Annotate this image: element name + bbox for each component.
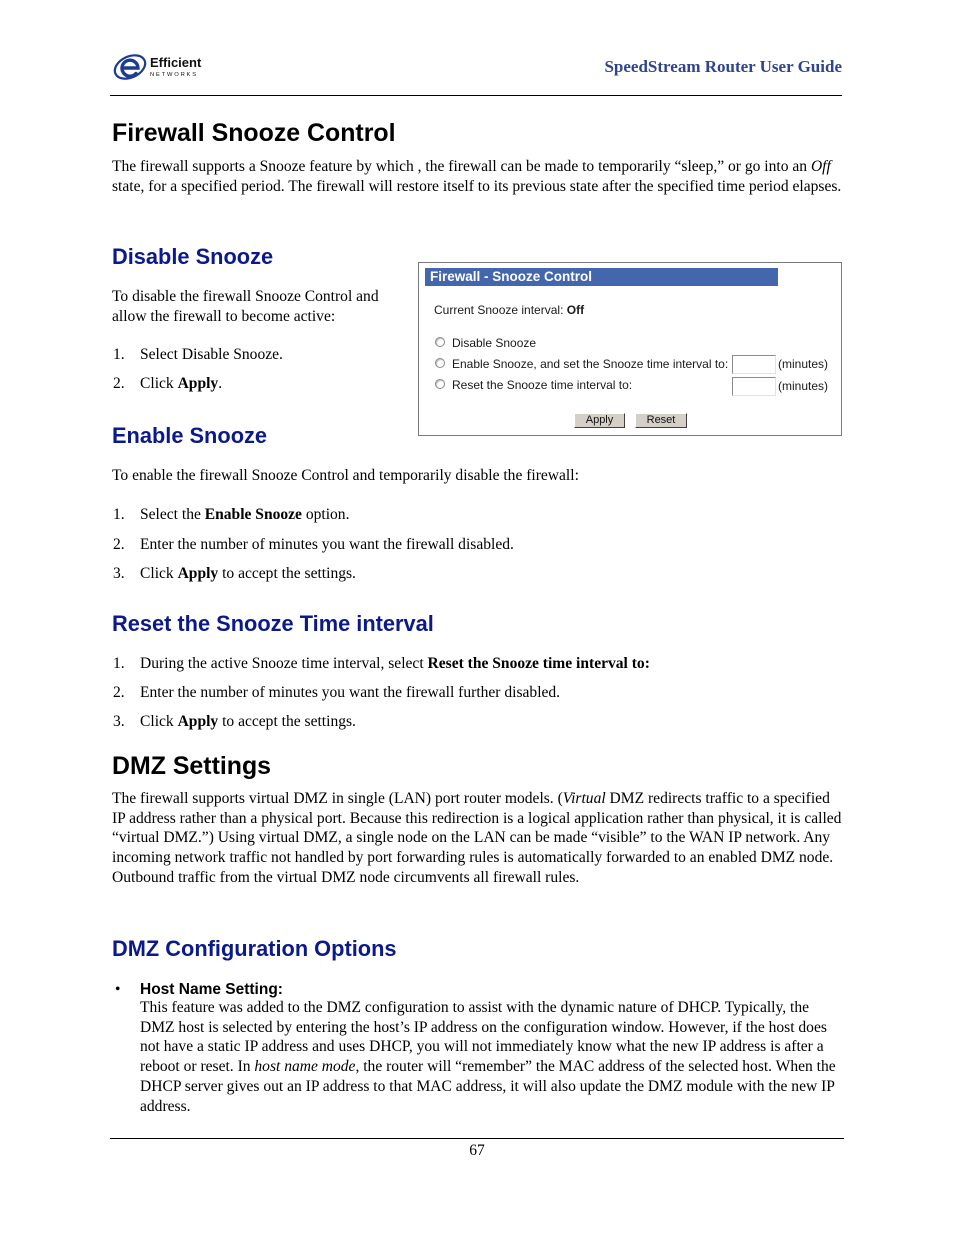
bold-term: Apply <box>177 565 219 582</box>
disable-snooze-intro: To disable the firewall Snooze Control and allow the firewall to become active: <box>112 288 379 325</box>
current-snooze-interval <box>434 303 584 317</box>
logo-sub: NETWORKS <box>150 72 198 78</box>
radio-reset-snooze <box>435 379 445 389</box>
text-segment: Select Disable Snooze. <box>140 346 283 363</box>
section-title-dmz-settings: DMZ Settings <box>112 752 272 780</box>
list-item <box>113 712 842 732</box>
text-segment: Click <box>140 713 178 730</box>
logo-name: Efficient <box>150 55 202 70</box>
radio-enable-snooze <box>435 358 445 368</box>
list-item <box>113 654 842 674</box>
step-text <box>140 535 842 555</box>
current-interval-label: Current Snooze interval: <box>434 303 567 317</box>
step-number: 2. <box>113 536 125 553</box>
list-item <box>113 535 842 555</box>
enable-interval-input <box>732 355 776 374</box>
step-number: 1. <box>113 506 125 523</box>
step-text <box>140 564 842 584</box>
subsection-title-disable-snooze: Disable Snooze <box>112 244 274 269</box>
option-label-reset-snooze: Reset the Snooze time interval to: <box>452 378 633 392</box>
bullet-marker: • <box>115 981 121 998</box>
text-segment: to accept the settings. <box>218 565 356 582</box>
firewall-snooze-intro <box>112 157 844 196</box>
reset-button: Reset <box>635 413 687 428</box>
text-segment: option. <box>301 506 350 523</box>
step-number: 1. <box>113 346 125 363</box>
radio-disable-snooze <box>435 337 445 347</box>
section-title-firewall-snooze-control: Firewall Snooze Control <box>112 119 396 147</box>
apply-button: Apply <box>574 413 625 428</box>
current-interval-value: Off <box>566 303 585 317</box>
bold-term: Apply <box>177 375 219 392</box>
list-item <box>113 564 842 584</box>
snooze-control-panel <box>418 262 842 436</box>
step-text <box>140 505 842 525</box>
text-segment: . <box>218 375 223 392</box>
option-label-enable-snooze: Enable Snooze, and set the Snooze time interval to: <box>452 357 729 371</box>
text-segment: Click <box>140 375 178 392</box>
company-logo <box>112 50 208 84</box>
subsection-title-dmz-configuration-options: DMZ Configuration Options <box>112 936 397 961</box>
subsection-title-reset-snooze-interval: Reset the Snooze Time interval <box>112 611 434 636</box>
text-segment: DMZ redirects traffic to a specified IP address rather than a physical port. Because this redirection is a logical application rather than physical, it is called “virtual DMZ.”) Using virtual DMZ, a single node on the LAN can be made “visible” to the WAN IP network. Any incoming network traffic not handled by port forwarding rules is automatically forwarded to an enabled DMZ node. Outbound traffic from the virtual DMZ node circumvents all firewall rules. <box>112 790 842 886</box>
bold-term: Enable Snooze <box>204 506 302 523</box>
step-number: 1. <box>113 655 125 672</box>
text-segment: The firewall supports a Snooze feature by which , the firewall can be made to temporarily “sleep,” or go into an <box>112 158 811 175</box>
text-segment: Select the <box>140 506 205 523</box>
footer-rule <box>110 1138 844 1139</box>
emphasis: Virtual <box>562 790 606 807</box>
bold-term: Reset the Snooze time interval to: <box>427 655 650 672</box>
text-segment: The firewall supports virtual DMZ in single (LAN) port router models. ( <box>112 790 563 807</box>
reset-interval-input <box>732 377 776 396</box>
logo-e-mark <box>122 60 138 76</box>
page-header <box>0 0 954 96</box>
bold-term: Apply <box>177 713 219 730</box>
list-item <box>113 683 842 703</box>
subsection-title-enable-snooze: Enable Snooze <box>112 423 268 448</box>
panel-title-bar: Firewall - Snooze Control <box>425 268 778 286</box>
text-segment: Click <box>140 565 178 582</box>
text-segment: Enter the number of minutes you want the firewall further disabled. <box>140 684 561 701</box>
text-segment: This feature was added to the DMZ configuration to assist with the dynamic nature of DHCP. Typically, the DMZ host is selected by entering the host’s IP address on the configuration window. However, if the host does not have a static IP address and uses DHCP, you will not immediately know what the new IP address is after a reboot or reset. In <box>140 999 827 1076</box>
dmz-paragraph <box>112 789 844 888</box>
step-number: 3. <box>113 565 125 582</box>
text-segment: to accept the settings. <box>218 713 356 730</box>
text-segment: , the router will “remember” the MAC address of the selected host. When the DHCP server gives out an IP address to that MAC address, it will also update the DMZ module with the new IP address. <box>140 1058 836 1115</box>
step-text <box>140 654 842 674</box>
step-text <box>140 712 842 732</box>
step-number: 3. <box>113 713 125 730</box>
header-rule <box>110 95 842 96</box>
reset-interval-unit: (minutes) <box>778 379 829 393</box>
step-number: 2. <box>113 684 125 701</box>
enable-snooze-intro: To enable the firewall Snooze Control and temporarily disable the firewall: <box>112 467 579 484</box>
emphasis: host name mode <box>254 1058 356 1076</box>
option-label-disable-snooze: Disable Snooze <box>452 336 537 350</box>
page-number: 67 <box>469 1142 485 1159</box>
list-item <box>113 505 842 525</box>
enable-interval-unit: (minutes) <box>778 357 829 371</box>
step-text <box>140 683 842 703</box>
text-segment: During the active Snooze time interval, select <box>140 655 428 672</box>
guide-title: SpeedStream Router User Guide <box>604 57 842 76</box>
step-number: 2. <box>113 375 125 392</box>
text-segment: state, for a specified period. The firewall will restore itself to its previous state after the specified time period elapses. <box>112 177 842 195</box>
emphasis: Off <box>810 158 831 175</box>
host-name-setting-description <box>140 998 844 1116</box>
text-segment: Enter the number of minutes you want the firewall disabled. <box>140 536 514 553</box>
host-name-setting-heading: Host Name Setting: <box>140 981 283 998</box>
